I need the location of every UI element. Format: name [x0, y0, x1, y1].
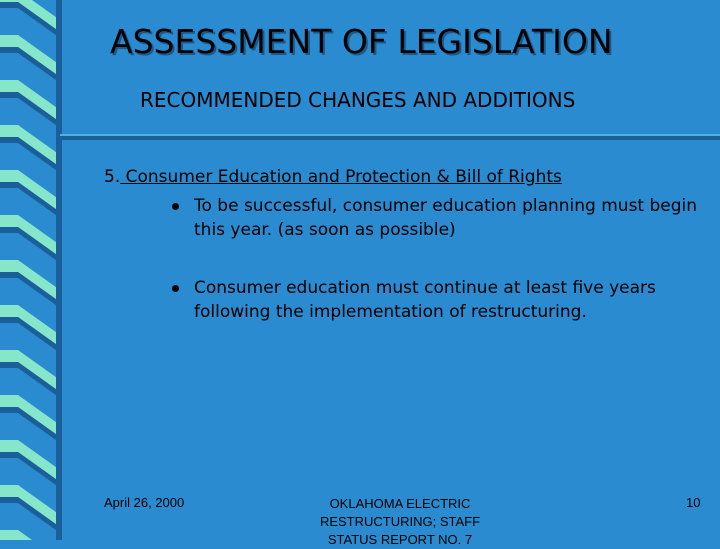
bullet-list: [168, 194, 708, 324]
bullet-dot-icon: [172, 285, 179, 292]
section-heading: [104, 167, 704, 187]
section-heading-text: Consumer Education and Protection & Bill of Rights: [120, 167, 562, 187]
bullet-item: [168, 276, 708, 324]
section-number: 5.: [104, 167, 121, 187]
footer-center-text: OKLAHOMA ELECTRIC RESTRUCTURING; STAFF STATUS REPORT NO. 7: [319, 496, 481, 547]
page-number: 10: [686, 495, 701, 510]
bullet-text: Consumer education must continue at least five years following the implementation of restructuring.: [194, 278, 656, 322]
bullet-item: [168, 194, 708, 242]
slide-title: ASSESSMENT OF LEGISLATION: [110, 22, 613, 61]
bullet-dot-icon: [172, 203, 179, 210]
bullet-text: To be successful, consumer education planning must begin this year. (as soon as possible): [194, 196, 698, 240]
footer-date: April 26, 2000: [104, 495, 185, 510]
left-decoration: [0, 0, 80, 540]
slide-subtitle: RECOMMENDED CHANGES AND ADDITIONS: [140, 88, 576, 112]
title-divider: [60, 136, 720, 140]
